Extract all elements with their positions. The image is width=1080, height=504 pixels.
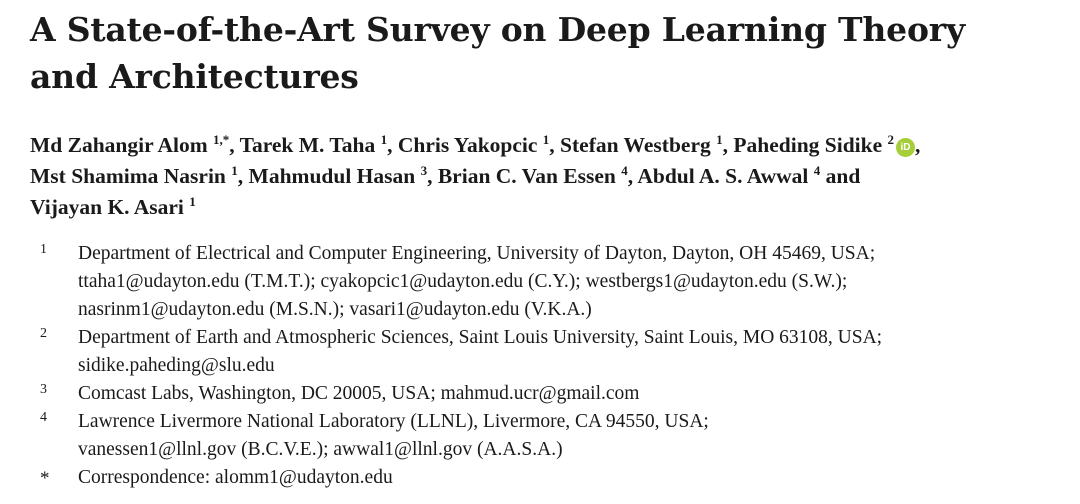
author-separator: , — [722, 133, 734, 157]
orcid-icon[interactable]: iD — [896, 138, 915, 157]
affiliation-item — [40, 464, 1070, 492]
author-affiliation-mark: 1 — [542, 132, 550, 147]
author-name: Md Zahangir Alom — [30, 133, 213, 157]
affiliation-item — [40, 380, 1070, 408]
author-name: Tarek M. Taha — [239, 133, 381, 157]
affiliation-item — [40, 240, 1070, 324]
author-name: Mst Shamima Nasrin — [30, 164, 232, 188]
author-name: Mahmudul Hasan — [248, 164, 421, 188]
author-list — [30, 130, 1070, 223]
affiliation-text: Department of Electrical and Computer Engineering, University of Dayton, Dayton, OH 45469, USA; — [78, 243, 876, 264]
affiliation-item — [40, 324, 1070, 380]
affiliation-text: Comcast Labs, Washington, DC 20005, USA; mahmud.ucr@gmail.com — [78, 383, 640, 404]
author-name: Stefan Westberg — [560, 133, 717, 157]
author-separator: , — [549, 133, 561, 157]
affiliation-text: Lawrence Livermore National Laboratory (LLNL), Livermore, CA 94550, USA; — [78, 411, 709, 432]
affiliation-mark: 4 — [40, 410, 47, 425]
title-line-1: A State-of-the-Art Survey on Deep Learning Theory — [30, 10, 965, 49]
author-affiliation-mark: 1 — [189, 194, 196, 209]
author-name: Abdul A. S. Awwal — [637, 164, 814, 188]
author-affiliation-mark: 1,* — [212, 132, 230, 147]
author-affiliation-mark: 1 — [231, 163, 238, 178]
author-separator: , — [229, 133, 240, 157]
author-name: Chris Yakopcic — [397, 133, 543, 157]
author-separator: and — [820, 164, 861, 188]
affiliation-text: vanessen1@llnl.gov (B.C.V.E.); awwal1@llnl.gov (A.A.S.A.) — [78, 439, 563, 460]
affiliation-item — [40, 408, 1070, 464]
author-affiliation-mark: 4 — [621, 163, 628, 178]
paper-title — [30, 6, 1060, 100]
author-name: Brian C. Van Essen — [437, 164, 622, 188]
affiliation-text: nasrinm1@udayton.edu (M.S.N.); vasari1@udayton.edu (V.K.A.) — [78, 299, 592, 320]
author-name: Paheding Sidike — [733, 133, 888, 157]
author-separator: , — [237, 164, 249, 188]
author — [240, 133, 398, 157]
affiliation-text: Department of Earth and Atmospheric Sciences, Saint Louis University, Saint Louis, MO 63108, USA; — [78, 327, 883, 348]
author-separator: , — [427, 164, 438, 188]
author — [560, 133, 733, 157]
author — [30, 164, 249, 188]
author — [637, 164, 860, 188]
affiliation-mark: 3 — [40, 382, 47, 397]
affiliation-mark: 1 — [40, 242, 47, 257]
author-affiliation-mark: 3 — [420, 163, 428, 178]
author — [398, 133, 560, 157]
affiliation-text: ttaha1@udayton.edu (T.M.T.); cyakopcic1@udayton.edu (C.Y.); westbergs1@udayton.edu (S.W.); — [78, 271, 848, 292]
author-affiliation-mark: 1 — [380, 132, 388, 147]
author-separator: , — [627, 164, 638, 188]
author — [30, 133, 240, 157]
author-separator: , — [387, 133, 398, 157]
affiliation-text: Correspondence: alomm1@udayton.edu — [78, 467, 393, 488]
author — [249, 164, 438, 188]
affiliation-mark: 2 — [40, 326, 47, 341]
author-affiliation-mark: 4 — [813, 163, 821, 178]
affiliation-list — [40, 240, 1070, 492]
author-separator: , — [915, 133, 921, 157]
title-line-2: and Architectures — [30, 57, 359, 96]
author-affiliation-mark: 1 — [716, 132, 723, 147]
author-affiliation-mark: 2 — [887, 132, 895, 147]
author — [733, 133, 920, 157]
author — [30, 195, 196, 219]
author — [438, 164, 638, 188]
author-name: Vijayan K. Asari — [30, 195, 190, 219]
affiliation-text: sidike.paheding@slu.edu — [78, 355, 275, 376]
affiliation-mark: * — [40, 468, 50, 489]
